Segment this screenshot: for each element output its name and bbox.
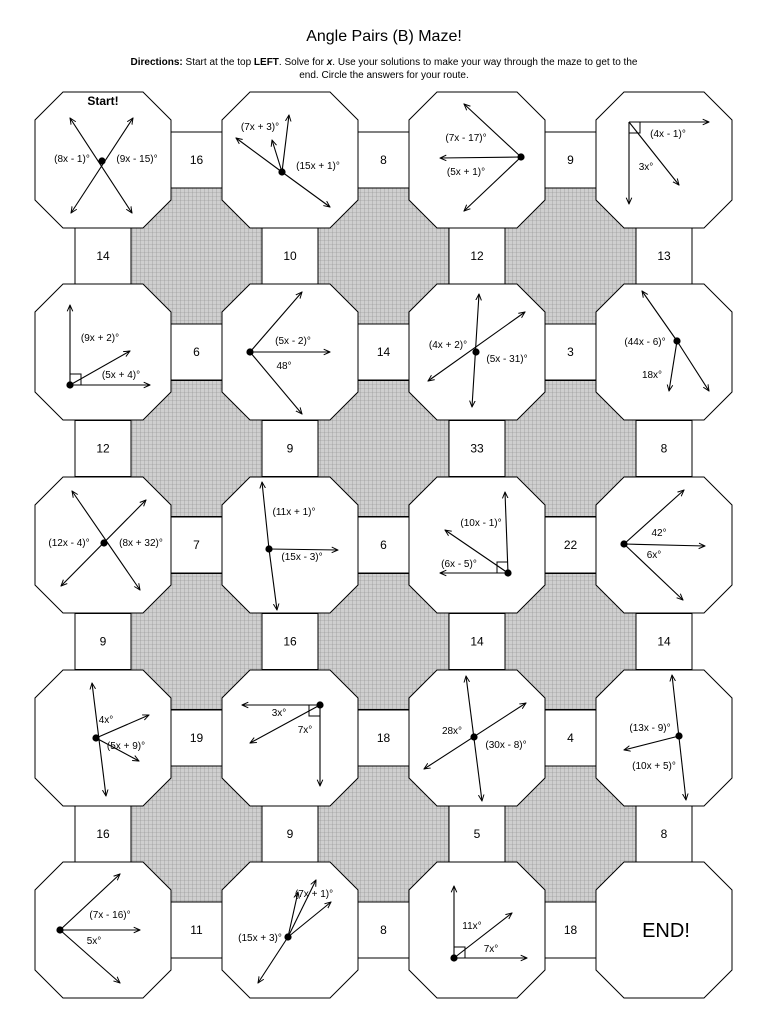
angle-label: (6x - 5)° bbox=[441, 559, 477, 570]
answer-square[interactable] bbox=[449, 614, 505, 670]
angle-label: (15x + 3)° bbox=[238, 933, 282, 944]
answer-square[interactable] bbox=[636, 228, 692, 284]
answer-square[interactable] bbox=[543, 324, 599, 380]
answer-value: 8 bbox=[660, 827, 668, 841]
answer-square[interactable] bbox=[356, 132, 412, 188]
angle-octagon bbox=[35, 670, 171, 806]
angle-label: (10x + 5)° bbox=[632, 761, 676, 772]
answer-value: 16 bbox=[189, 153, 204, 167]
answer-value: 8 bbox=[660, 441, 668, 456]
vertex-point bbox=[517, 153, 524, 160]
angle-octagon bbox=[222, 92, 358, 228]
page-title: Angle Pairs (B) Maze! bbox=[306, 28, 462, 45]
answer-value: 12 bbox=[96, 441, 110, 456]
angle-label: 42° bbox=[651, 528, 667, 539]
answer-square[interactable] bbox=[543, 902, 599, 958]
vertex-point bbox=[98, 157, 105, 164]
answer-square[interactable] bbox=[75, 614, 131, 670]
directions-text-3: . Use your solutions to make your way through the maze to get to the end. Circle the answers for your route. bbox=[299, 57, 638, 81]
angle-octagon bbox=[409, 670, 545, 806]
vertex-point bbox=[66, 381, 73, 388]
vertex-point bbox=[470, 733, 477, 740]
vertex-point bbox=[100, 539, 107, 546]
vertex-point bbox=[246, 348, 253, 355]
vertex-point bbox=[265, 545, 272, 552]
answer-square[interactable] bbox=[449, 228, 505, 284]
angle-octagon bbox=[409, 477, 545, 613]
answer-square[interactable] bbox=[449, 806, 505, 862]
answer-square[interactable] bbox=[356, 710, 412, 766]
answer-value: 10 bbox=[283, 249, 297, 263]
angle-label: (7x + 1)° bbox=[294, 889, 334, 900]
answer-square[interactable] bbox=[75, 228, 131, 284]
angle-label: (12x - 4)° bbox=[48, 538, 90, 549]
angle-octagon bbox=[409, 284, 545, 420]
answer-value: 8 bbox=[380, 923, 387, 937]
angle-label: (13x - 9)° bbox=[629, 723, 671, 734]
answer-value: 3 bbox=[567, 345, 574, 359]
answer-value: 6 bbox=[193, 345, 200, 359]
answer-square[interactable] bbox=[636, 421, 692, 477]
angle-label: (44x - 6)° bbox=[624, 337, 666, 348]
vertex-point bbox=[92, 734, 99, 741]
answer-value: 8 bbox=[380, 153, 387, 167]
answer-square[interactable] bbox=[356, 902, 412, 958]
vertex-point bbox=[620, 540, 627, 547]
answer-square[interactable] bbox=[543, 132, 599, 188]
angle-octagon bbox=[222, 284, 358, 420]
angle-label: (5x - 2)° bbox=[275, 336, 311, 347]
answer-square[interactable] bbox=[262, 614, 318, 670]
answer-square[interactable] bbox=[636, 614, 692, 670]
angle-octagon bbox=[596, 92, 732, 228]
angle-label: (5x + 4)° bbox=[101, 370, 141, 381]
angle-label: (10x - 1)° bbox=[460, 518, 502, 529]
answer-value: 18 bbox=[376, 731, 391, 745]
answer-value: 14 bbox=[657, 634, 671, 649]
answer-value: 19 bbox=[189, 731, 204, 745]
angle-octagon bbox=[596, 284, 732, 420]
answer-value: 33 bbox=[470, 441, 484, 456]
answer-square[interactable] bbox=[543, 517, 599, 573]
answer-value: 6 bbox=[380, 538, 387, 552]
angle-label: (4x + 2)° bbox=[428, 340, 468, 351]
angle-octagon bbox=[222, 862, 358, 998]
answer-value: 9 bbox=[567, 153, 574, 167]
directions-left: LEFT bbox=[253, 57, 279, 68]
answer-value: 14 bbox=[96, 249, 110, 263]
answer-square[interactable] bbox=[169, 324, 225, 380]
angle-octagon bbox=[596, 477, 732, 613]
answer-square[interactable] bbox=[169, 517, 225, 573]
angle-octagon bbox=[35, 284, 171, 420]
answer-value: 5 bbox=[473, 827, 481, 841]
directions-text-2: . Solve for bbox=[278, 57, 327, 68]
angle-label: (15x + 1)° bbox=[296, 161, 340, 172]
answer-square[interactable] bbox=[356, 517, 412, 573]
vertex-point bbox=[504, 569, 511, 576]
angle-label: (15x - 3)° bbox=[281, 552, 323, 563]
directions-label: Directions: bbox=[130, 57, 183, 68]
vertex-point bbox=[675, 732, 682, 739]
angle-octagon bbox=[409, 862, 545, 998]
angle-label: (7x - 16)° bbox=[89, 910, 131, 921]
angle-label: (5x - 31)° bbox=[486, 354, 528, 365]
angle-label: 3x° bbox=[271, 708, 287, 719]
answer-value: 9 bbox=[99, 634, 107, 649]
answer-value: 18 bbox=[563, 923, 578, 937]
angle-label: (5x + 9)° bbox=[106, 741, 146, 752]
end-label: END! bbox=[642, 920, 690, 942]
answer-value: 14 bbox=[470, 634, 484, 649]
angle-label: 18x° bbox=[641, 370, 663, 381]
angle-label: 28x° bbox=[441, 726, 463, 737]
angle-label: (4x - 1)° bbox=[650, 129, 686, 140]
answer-square[interactable] bbox=[169, 132, 225, 188]
angle-label: 3x° bbox=[638, 162, 654, 173]
answer-square[interactable] bbox=[169, 710, 225, 766]
answer-value: 16 bbox=[96, 827, 110, 841]
vertex-point bbox=[450, 954, 457, 961]
vertex-point bbox=[472, 348, 479, 355]
directions-text-1: Start at the top bbox=[185, 57, 254, 68]
angle-octagon bbox=[35, 92, 171, 228]
vertex-point bbox=[316, 701, 323, 708]
angle-label: 7x° bbox=[297, 725, 313, 736]
answer-square[interactable] bbox=[636, 806, 692, 862]
answer-square[interactable] bbox=[262, 806, 318, 862]
angle-label: (30x - 8)° bbox=[485, 740, 527, 751]
angle-label: (9x + 2)° bbox=[80, 333, 120, 344]
angle-octagon bbox=[596, 862, 732, 998]
angle-label: (7x - 17)° bbox=[445, 133, 487, 144]
answer-value: 9 bbox=[286, 827, 294, 841]
answer-square[interactable] bbox=[75, 806, 131, 862]
angle-label: 11x° bbox=[462, 921, 482, 932]
vertex-point bbox=[284, 933, 291, 940]
answer-square[interactable] bbox=[262, 228, 318, 284]
answer-square[interactable] bbox=[262, 421, 318, 477]
angle-label: (5x + 1)° bbox=[446, 167, 486, 178]
answer-value: 14 bbox=[376, 345, 391, 359]
angle-octagon bbox=[409, 92, 545, 228]
angle-label: (8x + 32)° bbox=[119, 538, 163, 549]
angle-octagon bbox=[35, 862, 171, 998]
vertex-point bbox=[673, 337, 680, 344]
answer-square[interactable] bbox=[356, 324, 412, 380]
angle-octagon bbox=[35, 477, 171, 613]
directions-var: x bbox=[326, 57, 333, 68]
vertex-point bbox=[278, 168, 285, 175]
answer-square[interactable] bbox=[543, 710, 599, 766]
angle-label: (9x - 15)° bbox=[116, 154, 158, 165]
angle-label: 6x° bbox=[646, 550, 662, 561]
answer-value: 11 bbox=[190, 923, 203, 937]
angle-label: 4x° bbox=[98, 715, 114, 726]
vertex-point bbox=[56, 926, 63, 933]
angle-label: 5x° bbox=[86, 936, 102, 947]
angle-octagon bbox=[222, 477, 358, 613]
answer-value: 13 bbox=[657, 249, 671, 263]
angle-label: 48° bbox=[276, 361, 292, 372]
answer-value: 4 bbox=[567, 731, 574, 745]
angle-label: (7x + 3)° bbox=[240, 122, 280, 133]
answer-value: 16 bbox=[283, 634, 297, 649]
angle-octagon bbox=[222, 670, 358, 806]
answer-value: 9 bbox=[286, 441, 294, 456]
angle-label: (11x + 1)° bbox=[272, 507, 316, 518]
angle-label: 7x° bbox=[483, 944, 499, 955]
answer-square[interactable] bbox=[75, 421, 131, 477]
angle-octagon bbox=[596, 670, 732, 806]
answer-value: 12 bbox=[470, 249, 484, 263]
start-label: Start! bbox=[87, 94, 119, 108]
answer-square[interactable] bbox=[169, 902, 225, 958]
answer-value: 22 bbox=[563, 538, 578, 552]
answer-value: 7 bbox=[193, 538, 200, 552]
angle-label: (8x - 1)° bbox=[54, 154, 90, 165]
answer-square[interactable] bbox=[449, 421, 505, 477]
